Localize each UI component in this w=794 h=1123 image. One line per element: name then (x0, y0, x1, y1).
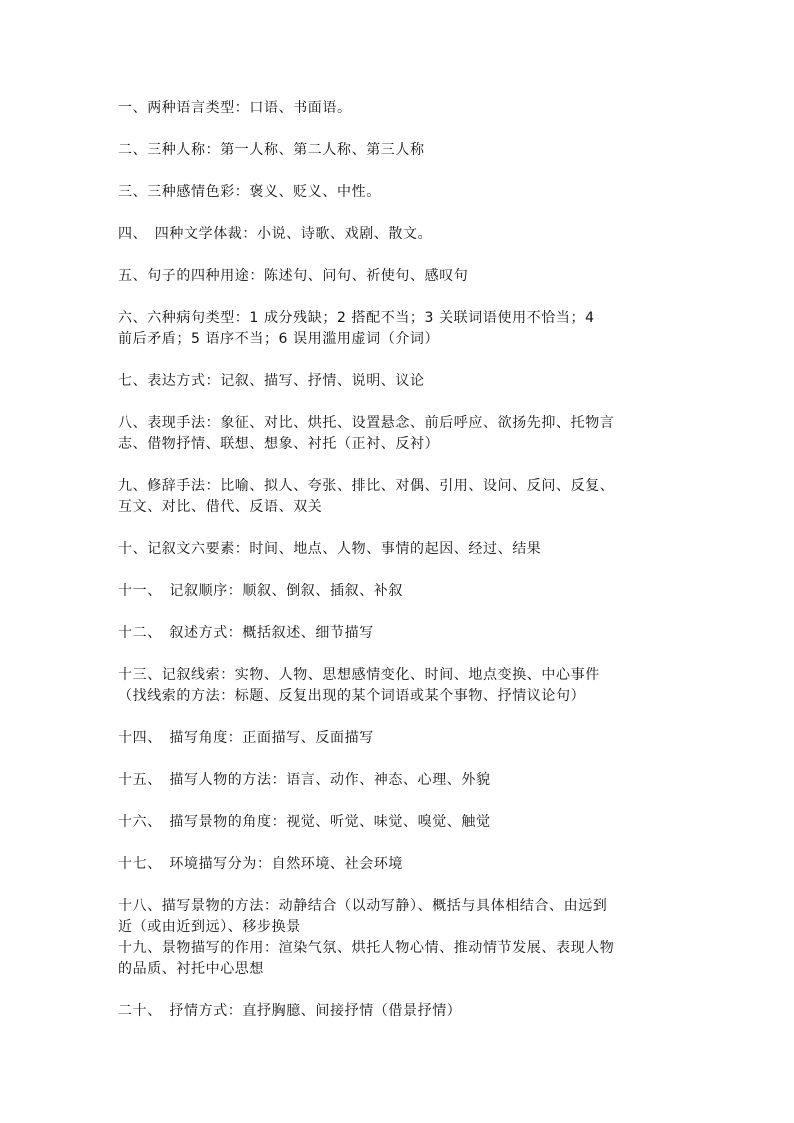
list-item-8 (118, 413, 686, 455)
item-line: 三、三种感情色彩：褒义、贬义、中性。 (118, 184, 381, 200)
item-line: 五、句子的四种用途：陈述句、问句、祈使句、感叹句 (118, 268, 469, 284)
item-line: 九、修辞手法：比喻、拟人、夸张、排比、对偶、引用、设问、反问、反复、 (118, 478, 615, 494)
item-line: 前后矛盾；5 语序不当；6 误用滥用虚词（介词） (118, 331, 440, 347)
item-line: 的品质、衬托中心思想 (118, 961, 264, 977)
list-item-12 (118, 623, 686, 644)
item-line: 六、六种病句类型：1 成分残缺；2 搭配不当；3 关联词语使用不恰当；4 (118, 310, 595, 326)
item-line: 十一、 记叙顺序：顺叙、倒叙、插叙、补叙 (118, 583, 403, 599)
list-item-3 (118, 182, 686, 203)
list-item-10 (118, 539, 686, 560)
item-line: 十七、 环境描写分为：自然环境、社会环境 (118, 856, 403, 872)
item-line: 十二、 叙述方式：概括叙述、细节描写 (118, 625, 374, 641)
list-item-15 (118, 770, 686, 791)
list-item-6 (118, 308, 686, 350)
item-line: 一、两种语言类型：口语、书面语。 (118, 100, 352, 116)
document-body (118, 98, 686, 1043)
item-line: 志、借物抒情、联想、想象、衬托（正衬、反衬） (118, 436, 440, 452)
list-item-17 (118, 854, 686, 875)
list-item-11 (118, 581, 686, 602)
list-item-5 (118, 266, 686, 287)
item-line: 十、记叙文六要素：时间、地点、人物、事情的起因、经过、结果 (118, 541, 542, 557)
item-line: 十五、 描写人物的方法：语言、动作、神态、心理、外貌 (118, 772, 491, 788)
list-item-13 (118, 665, 686, 707)
item-line: 四、 四种文学体裁：小说、诗歌、戏剧、散文。 (118, 226, 433, 242)
item-line: 二十、 抒情方式：直抒胸臆、间接抒情（借景抒情） (118, 1003, 462, 1019)
list-item-18 (118, 896, 686, 938)
item-line: 十九、景物描写的作用：渲染气氛、烘托人物心情、推动情节发展、表现人物 (118, 940, 615, 956)
list-item-16 (118, 812, 686, 833)
item-line: 十八、描写景物的方法：动静结合（以动写静）、概括与具体相结合、由远到 (118, 898, 608, 914)
item-line: 十三、记叙线索：实物、人物、思想感情变化、时间、地点变换、中心事件 (118, 667, 600, 683)
list-item-19 (118, 938, 686, 980)
list-item-9 (118, 476, 686, 518)
item-line: 互文、对比、借代、反语、双关 (118, 499, 323, 515)
item-line: （找线索的方法：标题、反复出现的某个词语或某个事物、抒情议论句） (118, 688, 586, 704)
item-line: 十四、 描写角度：正面描写、反面描写 (118, 730, 374, 746)
item-line: 七、表达方式：记叙、描写、抒情、说明、议论 (118, 373, 425, 389)
list-item-2 (118, 140, 686, 161)
list-item-14 (118, 728, 686, 749)
item-line: 八、表现手法：象征、对比、烘托、设置悬念、前后呼应、欲扬先抑、托物言 (118, 415, 615, 431)
list-item-20 (118, 1001, 686, 1022)
item-line: 近（或由近到远）、移步换景 (118, 919, 301, 935)
list-item-4 (118, 224, 686, 245)
item-line: 二、三种人称：第一人称、第二人称、第三人称 (118, 142, 425, 158)
list-item-7 (118, 371, 686, 392)
item-line: 十六、 描写景物的角度：视觉、听觉、味觉、嗅觉、触觉 (118, 814, 491, 830)
list-item-1 (118, 98, 686, 119)
